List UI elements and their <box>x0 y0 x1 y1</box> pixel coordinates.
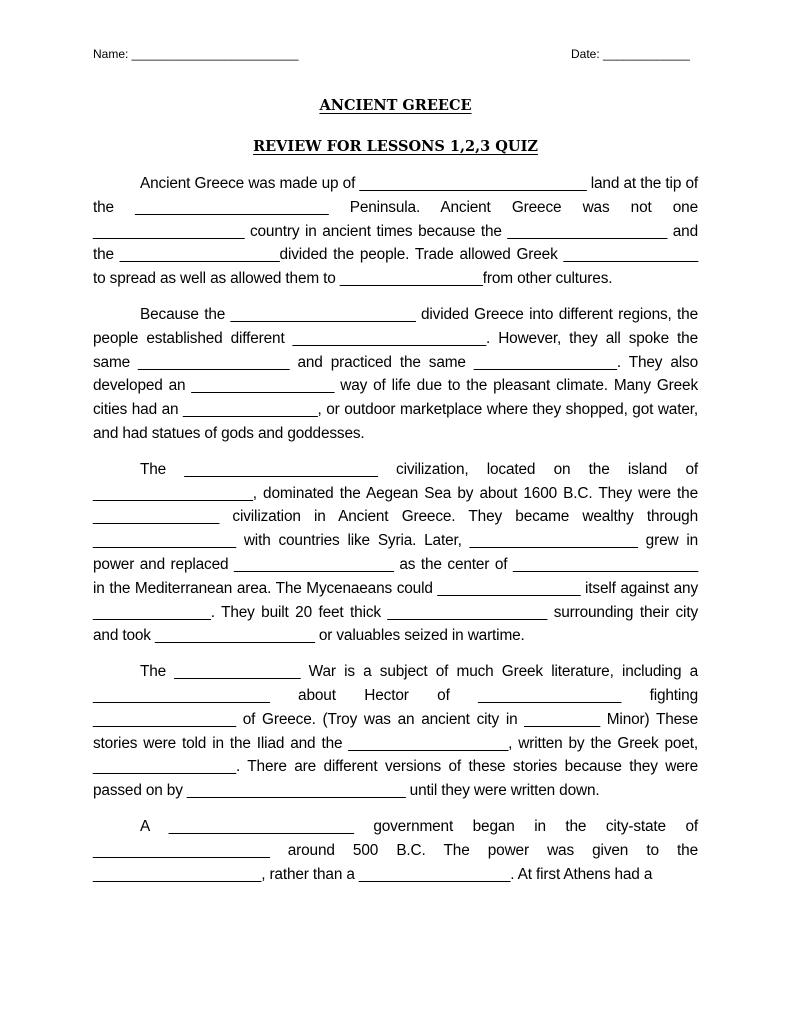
paragraph-5: A ______________________ government began in the city-state of _____________________ around 500 B.C. The power was given to the ____________________, rather than a __________________. At first Athens had a <box>93 817 698 883</box>
paragraph-3: The _______________________ civilization, located on the island of ___________________, dominated the Aegean Sea by about 1600 B.C. They were the _______________ civilization in Ancient Greece. They became wealthy through _________________ with countries like Syria. Later, ____________________ grew in power and replaced ___________________ as the center of ______________________ in the Mediterranean area. The Mycenaeans could _________________ itself against any ______________. They built 20 feet thick ___________________ surrounding their city and took ___________________ or valuables seized in wartime. <box>93 460 698 645</box>
worksheet-body <box>93 172 698 898</box>
name-field[interactable]: Name: _________________________ <box>93 47 299 61</box>
paragraph-4: The _______________ War is a subject of much Greek literature, including a _____________________ about Hector of _________________ fighting _________________ of Greece. (Troy was an ancient city in _________ Minor) These stories were told in the Iliad and the ___________________, written by the Greek poet, _________________. There are different versions of these stories because they were passed on by __________________________ until they were written down. <box>93 663 698 800</box>
date-field[interactable]: Date: _____________ <box>571 47 690 61</box>
paragraph-1: Ancient Greece was made up of ___________________________ land at the tip of the _______________________ Peninsula. Ancient Greece was not one __________________ country in ancient times because the ___________________ and the ___________________divided the people. Trade allowed Greek ________________ to spread as well as allowed them to _________________from other cultures. <box>93 175 698 288</box>
worksheet-title: ANCIENT GREECE <box>319 97 472 114</box>
paragraph-2: Because the ______________________ divided Greece into different regions, the people established different _______________________. However, they all spoke the same __________________ and practiced the same _________________. They also developed an _________________ way of life due to the pleasant climate. Many Greek cities had an ________________, or outdoor marketplace where they shopped, got water, and had statues of gods and goddesses. <box>93 305 698 442</box>
worksheet-subtitle: REVIEW FOR LESSONS 1,2,3 QUIZ <box>253 138 538 155</box>
